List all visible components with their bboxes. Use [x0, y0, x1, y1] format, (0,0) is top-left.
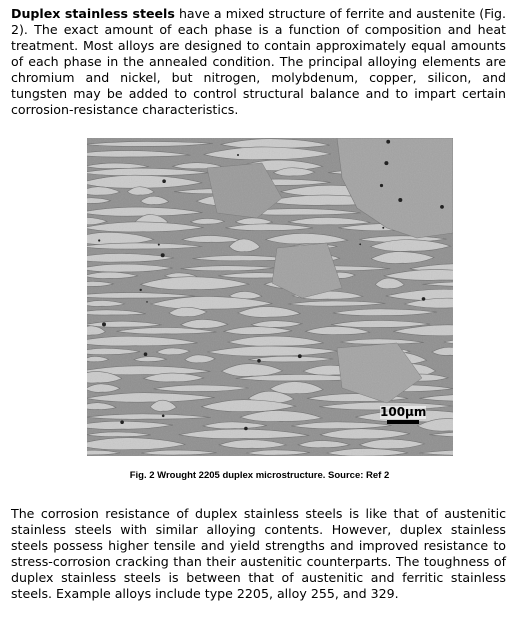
intro-paragraph	[11, 6, 506, 118]
inclusion-dot	[144, 352, 148, 356]
body-paragraph: The corrosion resistance of duplex stainless steels is like that of austenitic stainless steels with similar alloying contents. However, duplex stainless steels possess higher tensile and yield strengths and improved resistance to stress-corrosion cracking than their austenitic counterparts. The toughness of duplex stainless steels is between that of austenitic and ferritic stainless steels. Example alloys include type 2205, alloy 255, and 329.	[11, 506, 506, 601]
figure-caption: Fig. 2 Wrought 2205 duplex microstructure. Source: Ref 2	[129, 470, 390, 481]
inclusion-dot	[244, 427, 248, 431]
inclusion-dot	[386, 140, 390, 144]
inclusion-dot	[140, 289, 142, 291]
inclusion-dot	[298, 354, 302, 358]
inclusion-dot	[162, 179, 166, 183]
inclusion-dot	[384, 161, 388, 165]
inclusion-dot	[120, 420, 124, 424]
inclusion-dot	[161, 253, 165, 257]
inclusion-dot	[440, 205, 444, 209]
scale-bar-label: 100μm	[380, 405, 427, 419]
inclusion-dot	[380, 184, 383, 187]
inclusion-dot	[162, 415, 165, 418]
inclusion-dot	[398, 198, 402, 202]
intro-lead-term: Duplex stainless steels	[11, 6, 175, 21]
scale-bar	[380, 406, 426, 424]
micrograph-figure	[87, 138, 453, 456]
inclusion-dot	[422, 297, 426, 301]
inclusion-dot	[146, 301, 148, 303]
inclusion-dot	[102, 322, 106, 326]
inclusion-dot	[257, 359, 261, 363]
inclusion-dot	[237, 154, 239, 156]
inclusion-dot	[98, 239, 100, 241]
inclusion-dot	[359, 243, 361, 245]
inclusion-dot	[382, 227, 384, 229]
scale-bar-line	[387, 420, 419, 424]
inclusion-dot	[158, 244, 160, 246]
intro-text: have a mixed structure of ferrite and austenite (Fig. 2). The exact amount of each phase is a function of composition and heat treatment. Most alloys are designed to contain approximately equal amounts of each phase in the annealed condition. The principal alloying elements are chromium and nickel, but nitrogen, molybdenum, copper, silicon, and tungsten may be added to control structural balance and to impart certain corrosion-resistance characteristics.	[11, 6, 506, 117]
